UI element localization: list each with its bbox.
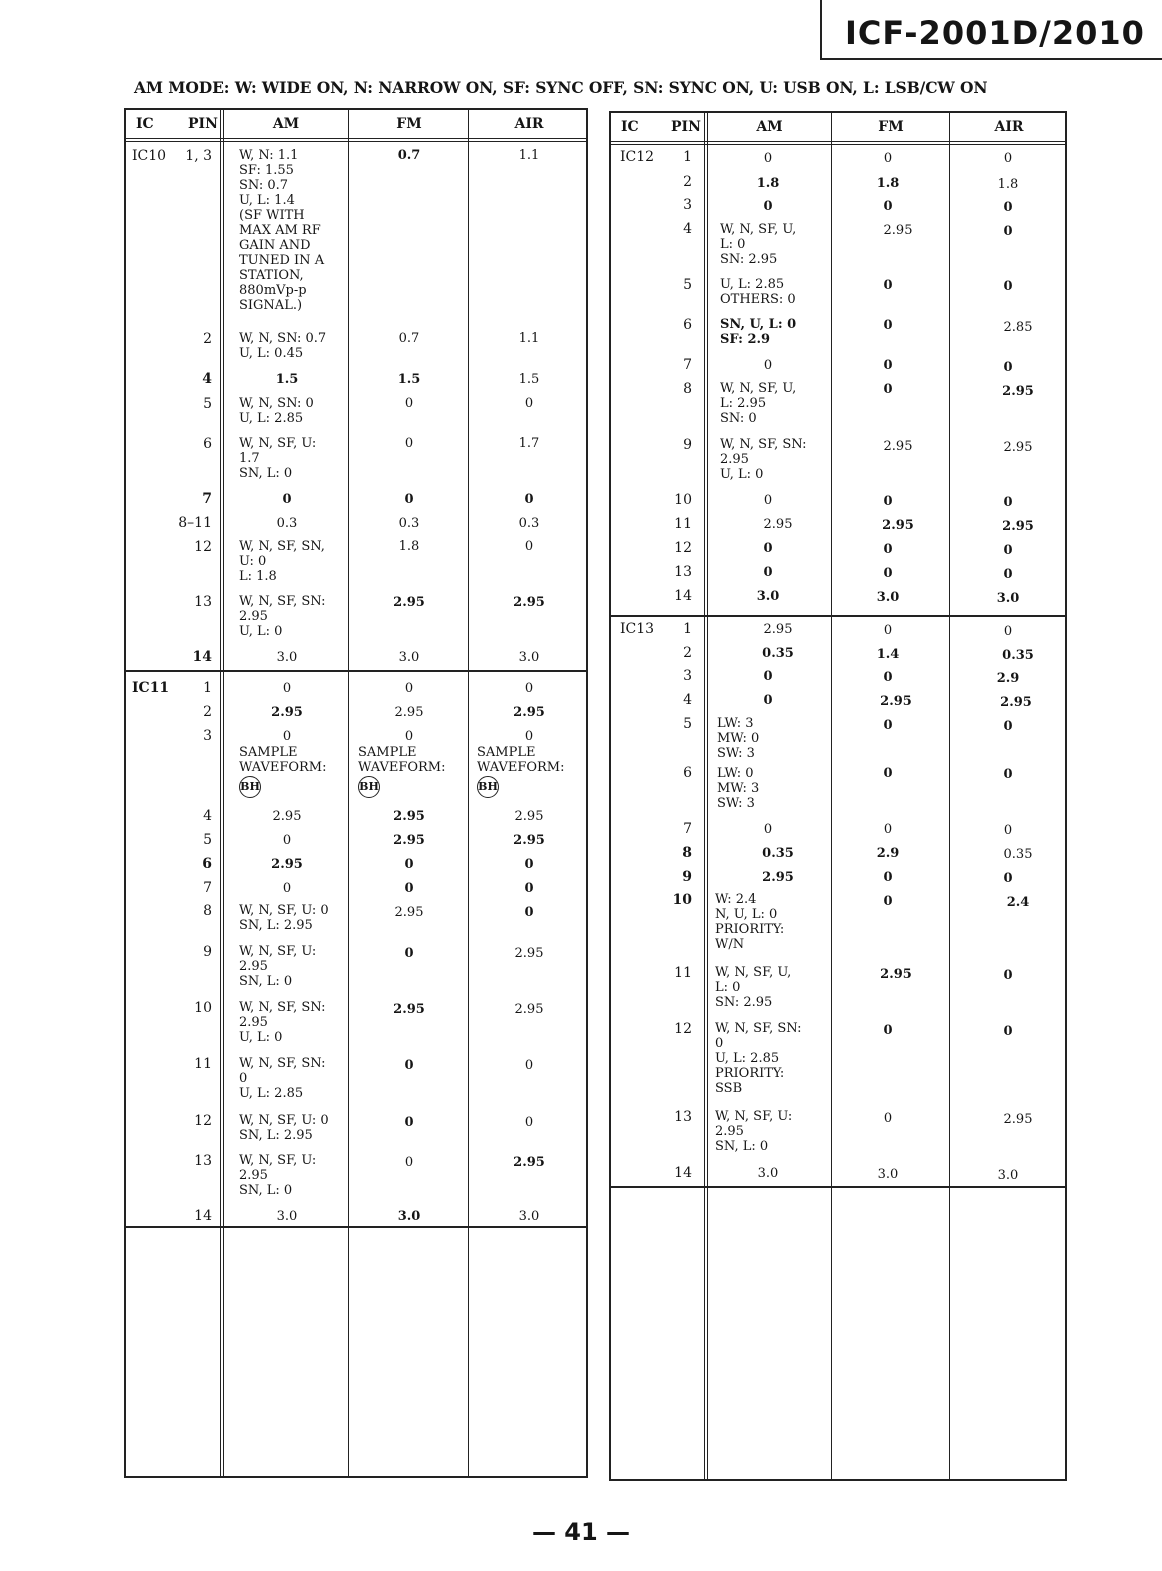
am-value: 0.35 xyxy=(762,646,794,661)
pin-number: 8 xyxy=(682,845,692,861)
fm-value: 2.95 xyxy=(393,833,425,848)
air-value: 2.95 xyxy=(1000,695,1032,710)
air-value: 2.95 xyxy=(513,833,545,848)
air-value: 2.95 xyxy=(1002,519,1034,534)
pin-number: 10 xyxy=(674,492,692,508)
pin-number: 4 xyxy=(203,808,212,824)
air-value: 3.0 xyxy=(518,1209,540,1224)
fm-value: 0 xyxy=(883,623,893,638)
ic12-label: IC12 xyxy=(620,149,655,165)
am-value: W, N: 1.1 SF: 1.55 SN: 0.7 U, L: 1.4 (SF WITH MAX AM RF GAIN AND TUNED IN A STATION, 880mVp-p SIGNAL.) xyxy=(239,148,325,313)
pin-number: 1, 3 xyxy=(185,148,212,164)
fm-value: 2.9 xyxy=(876,846,900,861)
air-value: 0 xyxy=(524,857,534,872)
pin-number: 11 xyxy=(674,516,692,532)
fm-value: 0 xyxy=(883,766,893,781)
air-value: 0 xyxy=(1003,823,1013,838)
air-value: 0 xyxy=(1003,224,1013,239)
pin-number: 7 xyxy=(203,880,212,896)
am-value: 0 xyxy=(763,199,773,214)
air-value: 0 xyxy=(1003,871,1013,886)
pin-number: 2 xyxy=(203,331,212,347)
page-number: — 41 — xyxy=(531,1518,631,1546)
fm-value: 2.95 xyxy=(883,439,913,454)
am-value: 2.95 xyxy=(762,870,794,885)
pin-number: 5 xyxy=(683,716,692,732)
pin-number: 3 xyxy=(203,728,212,744)
col-header-air: AIR xyxy=(514,116,544,132)
am-value: 0 xyxy=(763,358,773,373)
sample-waveform-air xyxy=(477,745,565,798)
pin-number: 1 xyxy=(683,149,692,165)
air-value: 2.95 xyxy=(514,1002,544,1017)
fm-value: 0 xyxy=(883,151,893,166)
fm-value: 2.95 xyxy=(880,694,912,709)
air-value: 2.85 xyxy=(1003,320,1033,335)
fm-value: 0 xyxy=(883,1111,893,1126)
pin-number: 14 xyxy=(674,1165,692,1181)
pin-number: 12 xyxy=(194,1113,212,1129)
air-value: 0 xyxy=(1003,567,1013,582)
ic-section-divider xyxy=(611,615,1065,617)
am-value: W, N, SN: 0.7 U, L: 0.45 xyxy=(239,331,327,361)
fm-value: 0 xyxy=(404,729,414,744)
sample-waveform-label: SAMPLE WAVEFORM: xyxy=(477,745,565,775)
air-value: 3.0 xyxy=(996,591,1020,606)
air-value: 2.95 xyxy=(513,1155,545,1170)
pin-number: 13 xyxy=(194,1153,212,1169)
air-value: 0 xyxy=(524,492,534,507)
air-value: 0 xyxy=(524,539,534,554)
air-value: 0 xyxy=(1003,968,1013,983)
air-value: 2.95 xyxy=(1003,1112,1033,1127)
bh-waveform-mark: BH xyxy=(358,776,380,798)
fm-value: 0 xyxy=(883,1023,893,1038)
air-value: 3.0 xyxy=(997,1168,1019,1183)
air-value: 0 xyxy=(1003,1024,1013,1039)
column-divider xyxy=(949,113,950,1479)
air-value: 2.9 xyxy=(996,671,1020,686)
am-value: W, N, SF, SN: 2.95 U, L: 0 xyxy=(720,437,807,482)
am-value: 0 xyxy=(763,151,773,166)
pin-number: 4 xyxy=(202,371,212,387)
am-value: 0 xyxy=(763,565,773,580)
air-value: 2.95 xyxy=(513,705,545,720)
pin-number: 9 xyxy=(203,944,212,960)
pin-number: 14 xyxy=(192,649,212,665)
fm-value: 0 xyxy=(404,396,414,411)
am-value: W, N, SF, U: 2.95 SN, L: 0 xyxy=(239,1153,317,1198)
col-header-am: AM xyxy=(272,116,300,132)
am-value: W, N, SF, SN: 0 U, L: 2.85 PRIORITY: SSB xyxy=(715,1021,802,1096)
air-value: 0 xyxy=(1003,767,1013,782)
fm-value: 0 xyxy=(883,318,893,333)
col-header-pin: PIN xyxy=(188,116,218,132)
air-value: 1.8 xyxy=(997,177,1019,192)
am-mode-legend: AM MODE: W: WIDE ON, N: NARROW ON, SF: SYNC OFF, SN: SYNC ON, U: USB ON, L: LSB/CW ON xyxy=(134,78,988,97)
pin-number: 6 xyxy=(683,317,692,333)
fm-value: 0 xyxy=(883,822,893,837)
col-header-pin: PIN xyxy=(671,119,701,135)
fm-value: 0 xyxy=(404,881,414,896)
air-value: 0 xyxy=(524,396,534,411)
fm-value: 0 xyxy=(404,946,414,961)
am-value: 2.95 xyxy=(271,705,303,720)
fm-value: 0 xyxy=(883,494,893,509)
pin-number: 4 xyxy=(683,692,692,708)
sample-waveform-am xyxy=(239,745,327,798)
am-value: 0 xyxy=(763,693,773,708)
pin-number: 3 xyxy=(683,668,692,684)
am-value: SN, U, L: 0 SF: 2.9 xyxy=(720,317,797,347)
column-divider xyxy=(348,110,349,1476)
fm-value: 0 xyxy=(404,1155,414,1170)
fm-value: 0 xyxy=(883,278,893,293)
pin-number: 14 xyxy=(674,588,692,604)
fm-value: 2.95 xyxy=(883,223,913,238)
am-value: W, N, SF, SN, U: 0 L: 1.8 xyxy=(239,539,325,584)
fm-value: 0.7 xyxy=(398,331,420,346)
air-value: 2.95 xyxy=(1002,384,1034,399)
air-value: 1.1 xyxy=(518,331,540,346)
am-value: W: 2.4 N, U, L: 0 PRIORITY: W/N xyxy=(715,892,785,952)
bh-waveform-mark: BH xyxy=(239,776,261,798)
am-value: W, N, SF, U, L: 0 SN: 2.95 xyxy=(720,222,797,267)
air-value: 1.5 xyxy=(518,372,540,387)
air-value: 0.35 xyxy=(1002,648,1034,663)
pin-number: 4 xyxy=(683,221,692,237)
col-header-ic: IC xyxy=(621,119,639,135)
fm-value: 3.0 xyxy=(876,590,900,605)
air-value: 0 xyxy=(1003,624,1013,639)
fm-value: 2.95 xyxy=(393,1002,425,1017)
fm-value: 0 xyxy=(883,566,893,581)
air-value: 2.95 xyxy=(514,946,544,961)
column-divider xyxy=(468,110,469,1476)
sample-waveform-fm xyxy=(358,745,446,798)
am-value: 0 xyxy=(282,492,292,507)
am-value: W, N, SF, SN: 2.95 U, L: 0 xyxy=(239,594,326,639)
am-value: 2.95 xyxy=(763,517,793,532)
am-value: W, N, SF, U, L: 0 SN: 2.95 xyxy=(715,965,792,1010)
fm-value: 2.95 xyxy=(880,967,912,982)
am-value: 0 xyxy=(763,541,773,556)
pin-number: 5 xyxy=(203,832,212,848)
air-value: 0 xyxy=(524,729,534,744)
fm-value: 0 xyxy=(883,670,893,685)
fm-value: 1.5 xyxy=(397,372,421,387)
pin-number: 13 xyxy=(674,1109,692,1125)
pin-number: 2 xyxy=(203,704,212,720)
air-value: 1.7 xyxy=(518,436,540,451)
pin-number: 3 xyxy=(683,197,692,213)
pin-number: 2 xyxy=(683,174,692,190)
am-value: 2.95 xyxy=(272,809,302,824)
fm-value: 1.8 xyxy=(876,176,900,191)
fm-value: 0.3 xyxy=(398,516,420,531)
fm-value: 0 xyxy=(883,718,893,733)
fm-value: 2.95 xyxy=(394,705,424,720)
pin-number: 10 xyxy=(672,892,692,908)
air-value: 0 xyxy=(524,881,534,896)
am-value: W, N, SF, U: 0 SN, L: 2.95 xyxy=(239,1113,329,1143)
air-value: 0 xyxy=(524,1058,534,1073)
am-value: 3.0 xyxy=(276,1209,298,1224)
fm-value: 2.95 xyxy=(882,518,914,533)
pin-number: 12 xyxy=(674,540,692,556)
pin-number: 6 xyxy=(203,436,212,452)
fm-value: 0 xyxy=(404,436,414,451)
pin-number: 11 xyxy=(194,1056,212,1072)
pin-number: 8 xyxy=(683,381,692,397)
air-value: 0.3 xyxy=(518,516,540,531)
fm-value: 0 xyxy=(404,1115,414,1130)
pin-number: 2 xyxy=(683,645,692,661)
air-value: 0 xyxy=(1003,543,1013,558)
bh-waveform-mark: BH xyxy=(477,776,499,798)
col-header-fm: FM xyxy=(396,116,422,132)
air-value: 0 xyxy=(524,681,534,696)
ic11-label: IC11 xyxy=(132,680,170,696)
pin-number: 7 xyxy=(202,491,212,507)
pin-number: 5 xyxy=(203,396,212,412)
ic10-label: IC10 xyxy=(132,148,167,164)
air-value: 0 xyxy=(1003,360,1013,375)
col-header-air: AIR xyxy=(994,119,1024,135)
am-value: 2.95 xyxy=(271,857,303,872)
fm-value: 1.8 xyxy=(398,539,420,554)
am-value: 3.0 xyxy=(756,589,780,604)
model-title: ICF-2001D/2010 xyxy=(845,14,1145,52)
ic13-label: IC13 xyxy=(620,621,655,637)
air-value: 0 xyxy=(1003,279,1013,294)
pin-number: 13 xyxy=(194,594,212,610)
pin-number: 5 xyxy=(683,277,692,293)
am-value: W, N, SF, U: 2.95 SN, L: 0 xyxy=(239,944,317,989)
fm-value: 2.95 xyxy=(393,809,425,824)
fm-value: 3.0 xyxy=(397,1209,421,1224)
pin-number: 1 xyxy=(683,621,692,637)
am-value: W, N, SF, SN: 0 U, L: 2.85 xyxy=(239,1056,326,1101)
air-value: 0 xyxy=(1003,719,1013,734)
air-value: 2.4 xyxy=(1006,895,1030,910)
table-body-divider xyxy=(611,1186,1065,1188)
am-value: 1.5 xyxy=(275,372,299,387)
air-value: 0 xyxy=(524,1115,534,1130)
pin-number: 7 xyxy=(683,357,692,373)
air-value: 0 xyxy=(524,905,534,920)
pin-number: 8–11 xyxy=(178,515,212,531)
fm-value: 0 xyxy=(404,857,414,872)
sample-waveform-label: SAMPLE WAVEFORM: xyxy=(239,745,327,775)
pin-number: 1 xyxy=(203,680,212,696)
fm-value: 0 xyxy=(404,1058,414,1073)
pin-number: 13 xyxy=(674,564,692,580)
am-value: W, N, SF, SN: 2.95 U, L: 0 xyxy=(239,1000,326,1045)
col-header-ic: IC xyxy=(136,116,154,132)
col-header-am: AM xyxy=(756,119,783,135)
fm-value: 3.0 xyxy=(398,650,420,665)
am-value: 0 xyxy=(763,493,773,508)
am-value: 2.95 xyxy=(763,622,793,637)
am-value: 0 xyxy=(282,729,292,744)
am-value: 3.0 xyxy=(276,650,298,665)
column-divider xyxy=(220,110,224,1476)
air-value: 0 xyxy=(1003,200,1013,215)
air-value: 2.95 xyxy=(513,595,545,610)
fm-value: 3.0 xyxy=(877,1167,899,1182)
air-value: 3.0 xyxy=(518,650,540,665)
column-divider xyxy=(704,113,708,1479)
pin-number: 6 xyxy=(683,765,692,781)
am-value: LW: 0 MW: 3 SW: 3 xyxy=(717,766,760,811)
pin-number: 9 xyxy=(682,869,692,885)
air-value: 2.95 xyxy=(1003,440,1033,455)
sample-waveform-label: SAMPLE WAVEFORM: xyxy=(358,745,446,775)
fm-value: 0 xyxy=(404,681,414,696)
pin-number: 14 xyxy=(194,1208,212,1224)
table-body-divider xyxy=(126,1226,586,1228)
air-value: 0 xyxy=(1003,495,1013,510)
fm-value: 0.7 xyxy=(397,148,421,163)
air-value: 1.1 xyxy=(518,148,540,163)
am-value: 0 xyxy=(282,881,292,896)
am-value: W, N, SF, U: 2.95 SN, L: 0 xyxy=(715,1109,793,1154)
pin-number: 11 xyxy=(674,965,692,981)
am-value: 0.3 xyxy=(276,516,298,531)
am-value: 3.0 xyxy=(757,1166,779,1181)
pin-number: 6 xyxy=(202,856,212,872)
am-value: 0 xyxy=(282,681,292,696)
air-value: 2.95 xyxy=(514,809,544,824)
fm-value: 2.95 xyxy=(393,595,425,610)
am-value: W, N, SN: 0 U, L: 2.85 xyxy=(239,396,314,426)
am-value: W, N, SF, U, L: 2.95 SN: 0 xyxy=(720,381,797,426)
fm-value: 0 xyxy=(883,382,893,397)
fm-value: 0 xyxy=(404,492,414,507)
pin-number: 10 xyxy=(194,1000,212,1016)
ic-section-divider xyxy=(126,670,586,672)
fm-value: 0 xyxy=(883,358,893,373)
air-value: 0.35 xyxy=(1003,847,1033,862)
am-value: W, N, SF, U: 0 SN, L: 2.95 xyxy=(239,903,329,933)
pin-number: 8 xyxy=(203,903,212,919)
air-value: 0 xyxy=(1003,151,1013,166)
fm-value: 2.95 xyxy=(394,905,424,920)
am-value: 1.8 xyxy=(756,176,780,191)
am-value: 0.35 xyxy=(762,846,794,861)
fm-value: 0 xyxy=(883,870,893,885)
am-value: 0 xyxy=(282,833,292,848)
am-value: W, N, SF, U: 1.7 SN, L: 0 xyxy=(239,436,317,481)
am-value: U, L: 2.85 OTHERS: 0 xyxy=(720,277,796,307)
pin-number: 7 xyxy=(683,821,692,837)
pin-number: 9 xyxy=(683,437,692,453)
pin-number: 12 xyxy=(674,1021,692,1037)
fm-value: 0 xyxy=(883,542,893,557)
am-value: 0 xyxy=(763,669,773,684)
am-value: 0 xyxy=(763,822,773,837)
fm-value: 0 xyxy=(883,199,893,214)
am-value: LW: 3 MW: 0 SW: 3 xyxy=(717,716,760,761)
col-header-fm: FM xyxy=(878,119,904,135)
pin-number: 12 xyxy=(194,539,212,555)
fm-value: 0 xyxy=(883,894,893,909)
fm-value: 1.4 xyxy=(876,647,900,662)
